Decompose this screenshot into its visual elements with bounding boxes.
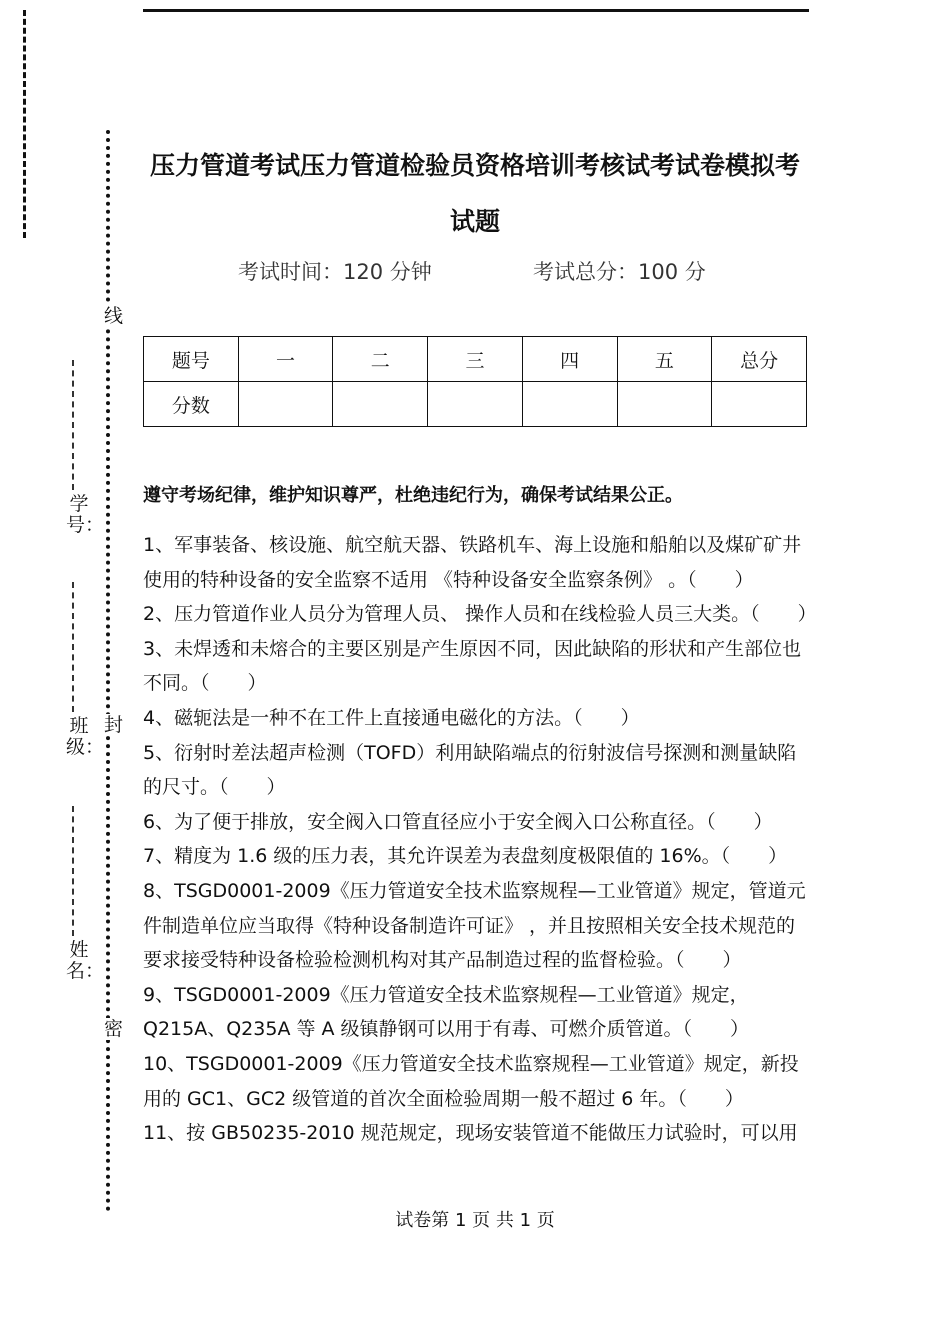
binding-word-secret: 密 <box>104 1018 124 1040</box>
score-cell[interactable] <box>238 382 333 427</box>
exam-total: 考试总分：100 分 <box>533 260 706 284</box>
question-item: 7、精度为 1.6 级的压力表，其允许误差为表盘刻度极限值的 16%。（ ） <box>143 845 788 868</box>
question-item: 4、磁轭法是一种不在工件上直接通电磁化的方法。（ ） <box>143 706 640 729</box>
top-rule <box>143 9 809 12</box>
score-cell[interactable] <box>617 382 712 427</box>
question-item: 8、TSGD0001-2009《压力管道安全技术监察规程—工业管道》规定，管道元件制造单位应当取得《特种设备制造许可证》 ，并且按照相关安全技术规范的要求接受特种设备检验检测机构对其产品制造过程的监督检验。（ ） <box>143 879 806 972</box>
question-list <box>143 528 817 1151</box>
exam-time: 考试时间：120 分钟 <box>238 260 432 284</box>
header-cell: 二 <box>333 337 428 382</box>
class-label: 班级： <box>66 715 105 758</box>
score-table-header-row <box>144 337 807 382</box>
binding-word-line: 线 <box>104 305 124 327</box>
binding-dotted-line <box>106 130 110 1212</box>
score-cell[interactable] <box>712 382 807 427</box>
binding-dash-line <box>23 10 26 238</box>
name-label: 姓名： <box>66 939 105 982</box>
header-cell: 四 <box>522 337 617 382</box>
question-item: 3、未焊透和未熔合的主要区别是产生原因不同，因此缺陷的形状和产生部位也不同。（ ） <box>143 637 802 695</box>
student-id-label: 学号： <box>66 493 105 536</box>
question-item: 11、按 GB50235-2010 规范规定，现场安装管道不能做压力试验时，可以用 <box>143 1122 798 1145</box>
question-item: 9、TSGD0001-2009《压力管道安全技术监察规程—工业管道》规定，Q215A、Q235A 等 A 级镇静钢可以用于有毒、可燃介质管道。（ ） <box>143 983 750 1041</box>
score-cell[interactable] <box>428 382 523 427</box>
binding-word-seal: 封 <box>104 714 124 736</box>
score-cell[interactable] <box>522 382 617 427</box>
header-cell: 一 <box>238 337 333 382</box>
class-blank <box>72 582 74 712</box>
page-title: 压力管道考试压力管道检验员资格培训考核试考试卷模拟考试题 <box>149 151 800 236</box>
question-item: 2、压力管道作业人员分为管理人员、 操作人员和在线检验人员三大类。（ ） <box>143 603 817 626</box>
question-item: 5、衍射时差法超声检测（TOFD）利用缺陷端点的衍射波信号探测和测量缺陷的尺寸。（ ） <box>143 741 797 799</box>
question-item: 10、TSGD0001-2009《压力管道安全技术监察规程—工业管道》规定，新投用的 GC1、GC2 级管道的首次全面检验周期一般不超过 6 年。（ ） <box>143 1052 799 1110</box>
page-footer: 试卷第 1 页 共 1 页 <box>395 1210 555 1231</box>
header-cell: 题号 <box>144 337 239 382</box>
question-item: 6、为了便于排放，安全阀入口管直径应小于安全阀入口公称直径。（ ） <box>143 810 773 833</box>
exam-rule: 遵守考场纪律，维护知识尊严，杜绝违纪行为，确保考试结果公正。 <box>143 485 683 506</box>
question-item: 1、军事装备、核设施、航空航天器、铁路机车、海上设施和船舶以及煤矿矿井使用的特种设备的安全监察不适用 《特种设备安全监察条例》 。（ ） <box>143 534 802 591</box>
score-table <box>143 336 807 427</box>
score-table-score-row <box>144 382 807 427</box>
header-cell: 总分 <box>712 337 807 382</box>
score-row-label: 分数 <box>144 382 239 427</box>
header-cell: 三 <box>428 337 523 382</box>
score-cell[interactable] <box>333 382 428 427</box>
student-id-blank <box>72 360 74 490</box>
header-cell: 五 <box>617 337 712 382</box>
name-blank <box>72 806 74 936</box>
